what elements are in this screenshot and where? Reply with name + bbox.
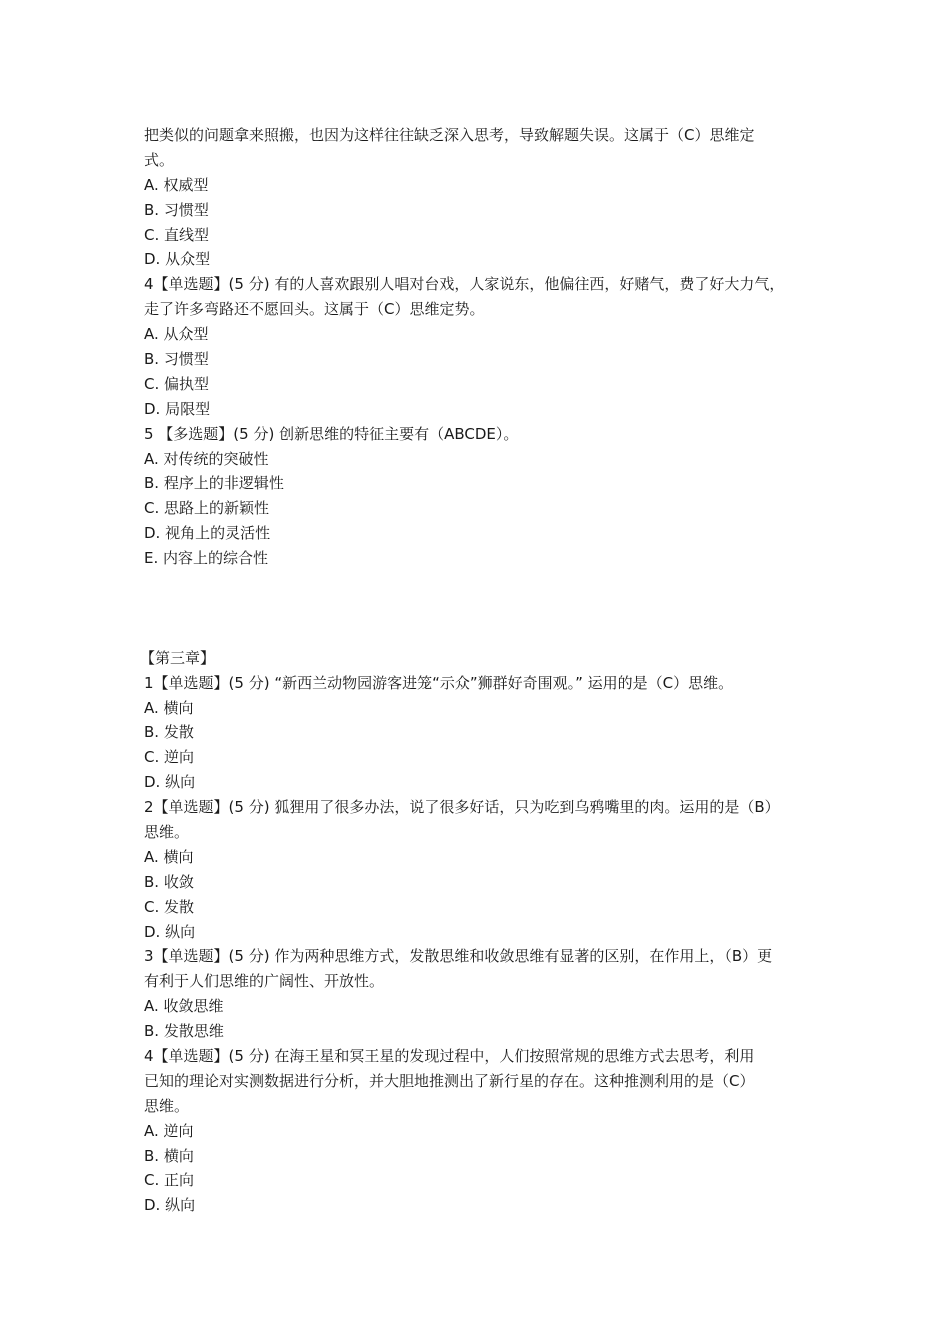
question-4-option-a: A. 从众型	[144, 325, 209, 344]
question-4-option-d: D. 局限型	[144, 399, 211, 418]
question-5-option-d: D. 视角上的灵活性	[144, 524, 271, 543]
ch3-question-1-text: 1【单选题】(5 分) “新西兰动物园游客进笼“示众”狮群好奇围观。” 运用的是（C）思维。	[144, 673, 734, 692]
ch3-question-2-option-d: D. 纵向	[144, 922, 196, 941]
ch3-question-3-option-b: B. 发散思维	[144, 1022, 224, 1041]
ch3-question-2-text-line-1: 2【单选题】(5 分) 狐狸用了很多办法，说了很多好话，只为吃到乌鸦嘴里的肉。运用的是（B）	[144, 798, 780, 817]
ch3-question-1-option-a: A. 横向	[144, 698, 194, 717]
question-5-option-c: C. 思路上的新颖性	[144, 499, 270, 518]
question-4-text-line-2: 走了许多弯路还不愿回头。这属于（C）思维定势。	[144, 300, 485, 319]
ch3-question-3-option-a: A. 收敛思维	[144, 997, 224, 1016]
ch3-question-2-option-a: A. 横向	[144, 847, 194, 866]
ch3-question-2-option-b: B. 收敛	[144, 872, 194, 891]
ch3-question-2-option-c: C. 发散	[144, 897, 195, 916]
question-3-option-d: D. 从众型	[144, 250, 211, 269]
ch3-question-4-text-line-3: 思维。	[144, 1096, 190, 1115]
question-5-option-e: E. 内容上的综合性	[144, 549, 269, 568]
ch3-question-3-text-line-1: 3【单选题】(5 分) 作为两种思维方式，发散思维和收敛思维有显著的区别，在作用上，（B）更	[144, 947, 773, 966]
chapter-3-heading: 【第三章】	[140, 648, 216, 667]
question-3-text-line-2: 式。	[144, 150, 175, 169]
question-3-option-a: A. 权威型	[144, 175, 209, 194]
ch3-question-1-option-c: C. 逆向	[144, 748, 195, 767]
ch3-question-4-text-line-2: 已知的理论对实测数据进行分析，并大胆地推测出了新行星的存在。这种推测利用的是（C）	[144, 1071, 755, 1090]
question-4-option-c: C. 偏执型	[144, 374, 210, 393]
question-4-option-b: B. 习惯型	[144, 350, 209, 369]
ch3-question-4-option-d: D. 纵向	[144, 1196, 196, 1215]
ch3-question-4-text-line-1: 4【单选题】(5 分) 在海王星和冥王星的发现过程中，人们按照常规的思维方式去思考，利用	[144, 1046, 755, 1065]
ch3-question-4-option-a: A. 逆向	[144, 1121, 194, 1140]
question-5-option-a: A. 对传统的突破性	[144, 449, 269, 468]
document-body	[140, 123, 814, 1218]
ch3-question-1-option-b: B. 发散	[144, 723, 194, 742]
ch3-question-3-text-line-2: 有利于人们思维的广阔性、开放性。	[144, 972, 385, 991]
ch3-question-1-option-d: D. 纵向	[144, 773, 196, 792]
question-4-text-line-1: 4【单选题】(5 分) 有的人喜欢跟别人唱对台戏，人家说东，他偏往西，好赌气，费了好大力气，	[144, 275, 785, 294]
section-spacer	[144, 571, 814, 646]
ch3-question-2-text-line-2: 思维。	[144, 822, 190, 841]
question-5-text: 5 【多选题】(5 分) 创新思维的特征主要有（ABCDE）。	[144, 424, 519, 443]
ch3-question-4-option-c: C. 正向	[144, 1171, 195, 1190]
ch3-question-4-option-b: B. 横向	[144, 1146, 194, 1165]
question-5-option-b: B. 程序上的非逻辑性	[144, 474, 284, 493]
question-3-option-b: B. 习惯型	[144, 200, 209, 219]
question-3-option-c: C. 直线型	[144, 225, 210, 244]
question-3-text-line-1: 把类似的问题拿来照搬，也因为这样往往缺乏深入思考，导致解题失误。这属于（C）思维定	[144, 126, 755, 144]
